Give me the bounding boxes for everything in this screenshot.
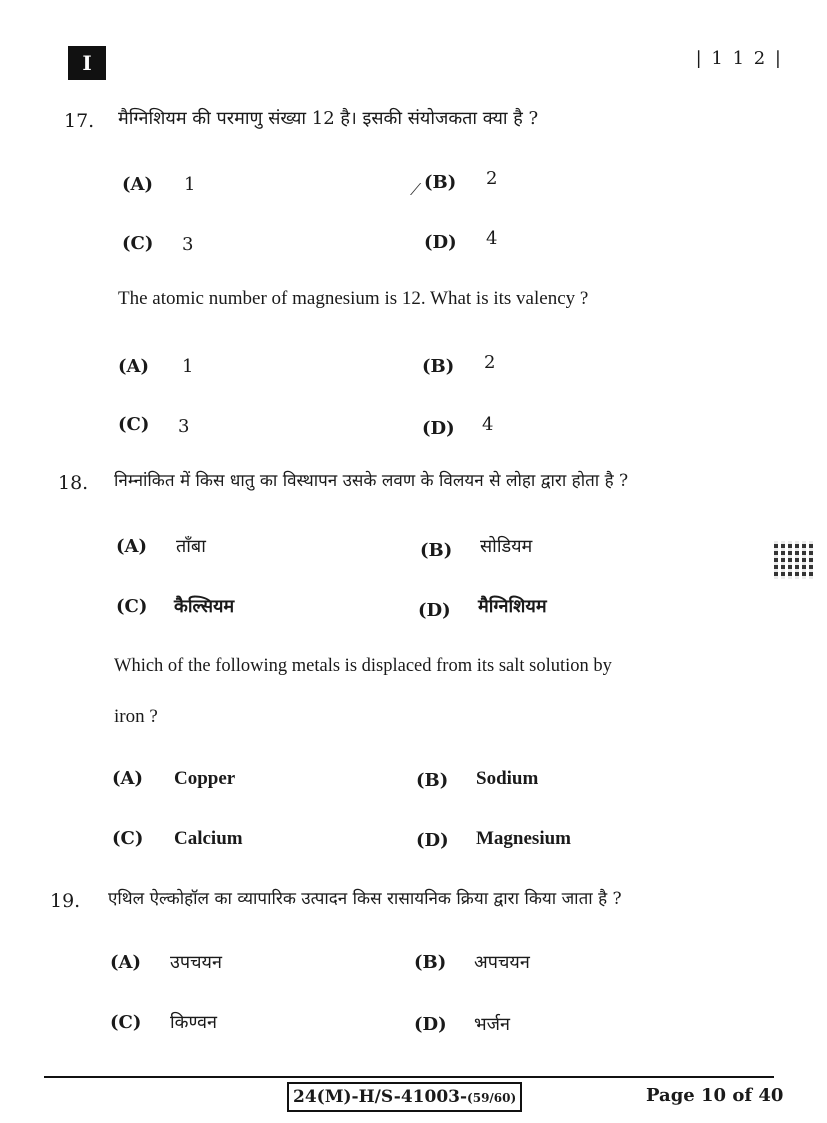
q17-hi-option-d-label: (D) [424, 232, 457, 253]
q17-en-option-b-label: (B) [422, 356, 455, 377]
q18-en-option-d-value: Magnesium [476, 828, 571, 849]
q17-hi-option-b-value: 2 [486, 168, 498, 189]
q18-hi-option-b-label: (B) [420, 540, 453, 561]
question-17-english-text: The atomic number of magnesium is 12. What is its valency ? [118, 288, 589, 309]
q17-hi-option-c-value: 3 [182, 234, 194, 255]
q17-hi-option-d-value: 4 [486, 228, 498, 249]
q18-en-option-a-value: Copper [174, 768, 236, 789]
q17-en-option-d-label: (D) [422, 418, 455, 439]
tick-mark-icon: ⟋ [410, 180, 422, 199]
question-18-hindi-text: निम्नांकित में किस धातु का विस्थापन उसके लवण के विलयन से लोहा द्वारा होता है ? [114, 471, 629, 491]
question-18-english-text-line2: iron ? [114, 706, 158, 727]
q17-en-option-a-label: (A) [118, 356, 149, 377]
q18-en-option-a-label: (A) [112, 768, 143, 789]
qr-code-icon [774, 541, 816, 579]
q17-en-option-d-value: 4 [482, 414, 494, 435]
q17-hi-option-a-label: (A) [122, 174, 153, 195]
q18-hi-option-d-label: (D) [418, 600, 451, 621]
q17-en-option-a-value: 1 [182, 356, 194, 377]
q18-hi-option-c-value: कैल्सियम [174, 596, 235, 617]
q18-hi-option-a-value: ताँबा [176, 536, 206, 557]
q19-hi-option-d-label: (D) [414, 1014, 447, 1035]
footer-divider [44, 1076, 774, 1078]
q18-en-option-c-value: Calcium [174, 828, 243, 849]
page-number: Page 10 of 40 [646, 1085, 784, 1106]
q18-hi-option-d-value: मैग्निशियम [478, 596, 547, 617]
q19-hi-option-d-value: भर्जन [474, 1014, 510, 1035]
q18-hi-option-c-label: (C) [116, 596, 148, 617]
q19-hi-option-a-label: (A) [110, 952, 141, 973]
top-right-mark: | 1 1 2 | [695, 48, 783, 69]
question-18-number: 18. [58, 472, 89, 494]
q17-hi-option-b-label: (B) [424, 172, 457, 193]
q18-hi-option-a-label: (A) [116, 536, 147, 557]
question-18-english-text-line1: Which of the following metals is displaced from its salt solution by [114, 656, 612, 676]
q18-hi-option-b-value: सोडियम [480, 536, 533, 557]
q18-en-option-c-label: (C) [112, 828, 144, 849]
q18-en-option-b-value: Sodium [476, 768, 539, 789]
q17-en-option-b-value: 2 [484, 352, 496, 373]
q19-hi-option-c-label: (C) [110, 1012, 142, 1033]
paper-code [287, 1082, 522, 1112]
paper-code-suffix: (59/60) [467, 1091, 517, 1105]
paper-code-text: 24(M)-H/S-41003- [293, 1087, 468, 1107]
question-19-number: 19. [50, 890, 81, 912]
question-19-hindi-text: एथिल ऐल्कोहॉल का व्यापारिक उत्पादन किस रासायनिक क्रिया द्वारा किया जाता है ? [108, 889, 622, 909]
q19-hi-option-a-value: उपचयन [170, 952, 222, 973]
question-17-hindi-text: मैग्निशियम की परमाणु संख्या 12 है। इसकी संयोजकता क्या है ? [118, 108, 539, 129]
q17-hi-option-c-label: (C) [122, 233, 154, 254]
q19-hi-option-b-label: (B) [414, 952, 447, 973]
q17-en-option-c-value: 3 [178, 416, 190, 437]
q17-en-option-c-label: (C) [118, 414, 150, 435]
q19-hi-option-b-value: अपचयन [474, 952, 530, 973]
q19-hi-option-c-value: किण्वन [170, 1012, 218, 1033]
q18-en-option-b-label: (B) [416, 770, 449, 791]
q17-hi-option-a-value: 1 [184, 174, 196, 195]
question-17-number: 17. [64, 110, 95, 132]
q18-en-option-d-label: (D) [416, 830, 449, 851]
page-corner-label: I [68, 46, 106, 80]
